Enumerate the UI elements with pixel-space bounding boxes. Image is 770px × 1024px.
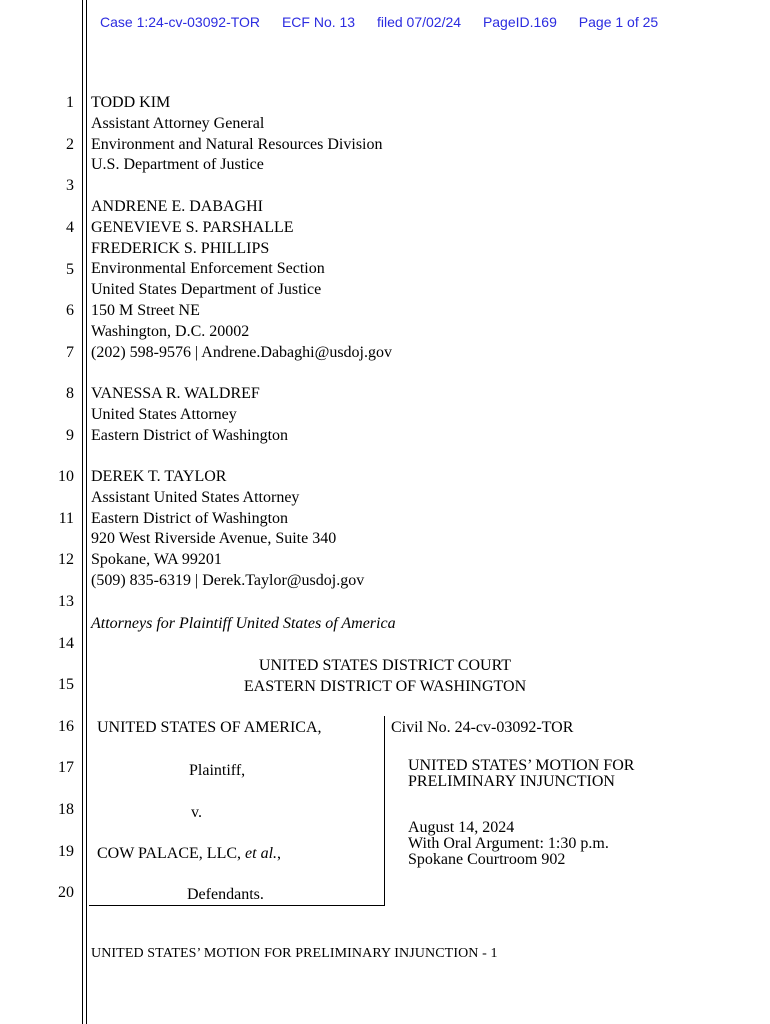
line-number: 9 bbox=[66, 427, 74, 444]
plaintiff-name: UNITED STATES OF AMERICA, bbox=[97, 719, 322, 736]
line-number: 7 bbox=[66, 344, 74, 361]
line-number: 3 bbox=[66, 177, 74, 194]
counsel-line: Eastern District of Washington bbox=[91, 509, 289, 527]
line-number: 4 bbox=[66, 219, 74, 236]
courtroom: Spokane Courtroom 902 bbox=[408, 851, 566, 868]
court-name bbox=[91, 655, 679, 697]
counsel-line: United States Department of Justice bbox=[91, 281, 322, 299]
line-number: 8 bbox=[66, 385, 74, 402]
caption-divider-vertical bbox=[384, 716, 385, 906]
counsel-line: Washington, D.C. 20002 bbox=[91, 322, 250, 340]
versus: v. bbox=[191, 804, 202, 821]
counsel-line: TODD KIM bbox=[91, 94, 171, 111]
line-number: 5 bbox=[66, 261, 74, 278]
motion-title-line2: PRELIMINARY INJUNCTION bbox=[408, 773, 615, 790]
left-margin-rule bbox=[82, 0, 83, 1024]
court-name-line2: EASTERN DISTRICT OF WASHINGTON bbox=[243, 678, 527, 695]
defendant-comma: , bbox=[277, 845, 282, 862]
defendant-name-text: COW PALACE, LLC, bbox=[97, 845, 242, 862]
counsel-line: DEREK T. TAYLOR bbox=[91, 468, 227, 485]
line-number: 13 bbox=[58, 593, 74, 610]
line-number: 10 bbox=[58, 468, 74, 485]
counsel-line: (202) 598-9576 | Andrene.Dabaghi@usdoj.gov bbox=[91, 343, 392, 361]
counsel-line: Environmental Enforcement Section bbox=[91, 260, 325, 278]
defendant-etal: et al. bbox=[245, 845, 278, 862]
counsel-line: Assistant Attorney General bbox=[91, 114, 265, 132]
left-margin-rule-inner bbox=[86, 0, 87, 1024]
counsel-line: Spokane, WA 99201 bbox=[91, 551, 222, 569]
page-id: PageID.169 bbox=[482, 14, 557, 30]
counsel-section-block bbox=[91, 197, 392, 363]
oral-argument: With Oral Argument: 1:30 p.m. bbox=[408, 835, 609, 852]
counsel-line: Assistant United States Attorney bbox=[91, 488, 300, 506]
line-number: 18 bbox=[58, 801, 74, 818]
counsel-doj-block bbox=[91, 93, 383, 176]
line-number: 6 bbox=[66, 302, 74, 319]
case-number: Case 1:24-cv-03092-TOR bbox=[100, 14, 261, 30]
motion-title-line1: UNITED STATES’ MOTION FOR bbox=[408, 757, 635, 774]
counsel-line: U.S. Department of Justice bbox=[91, 156, 264, 174]
line-number: 17 bbox=[58, 759, 74, 776]
line-number: 15 bbox=[58, 676, 74, 693]
counsel-line: ANDRENE E. DABAGHI bbox=[91, 198, 263, 215]
counsel-line: Environment and Natural Resources Division bbox=[91, 135, 383, 153]
counsel-line: GENEVIEVE S. PARSHALLE bbox=[91, 218, 294, 236]
page-count: Page 1 of 25 bbox=[578, 14, 659, 30]
attorneys-for-line: Attorneys for Plaintiff United States of America bbox=[91, 615, 396, 632]
civil-number: Civil No. 24-cv-03092-TOR bbox=[391, 719, 574, 736]
line-number: 20 bbox=[58, 884, 74, 901]
hearing-date: August 14, 2024 bbox=[408, 819, 515, 836]
line-number: 19 bbox=[58, 843, 74, 860]
counsel-line: United States Attorney bbox=[91, 405, 237, 423]
counsel-line: FREDERICK S. PHILLIPS bbox=[91, 239, 270, 257]
defendant-name bbox=[97, 844, 281, 864]
counsel-ausa-block bbox=[91, 467, 364, 592]
counsel-usao-block bbox=[91, 384, 288, 446]
court-name-line1: UNITED STATES DISTRICT COURT bbox=[258, 657, 512, 674]
line-number: 2 bbox=[66, 136, 74, 153]
ecf-number: ECF No. 13 bbox=[281, 14, 356, 30]
counsel-line: (509) 835-6319 | Derek.Taylor@usdoj.gov bbox=[91, 571, 365, 589]
counsel-line: Eastern District of Washington bbox=[91, 426, 289, 444]
filed-date: filed 07/02/24 bbox=[376, 14, 462, 30]
counsel-line: VANESSA R. WALDREF bbox=[91, 385, 260, 402]
counsel-line: 150 M Street NE bbox=[91, 301, 200, 319]
line-number: 11 bbox=[58, 510, 74, 527]
defendant-role: Defendants. bbox=[187, 886, 264, 903]
counsel-line: 920 West Riverside Avenue, Suite 340 bbox=[91, 530, 337, 548]
line-number: 12 bbox=[58, 551, 74, 568]
caption-divider-horizontal bbox=[89, 905, 385, 906]
line-number: 16 bbox=[58, 718, 74, 735]
line-number: 14 bbox=[58, 635, 74, 652]
page-footer: UNITED STATES’ MOTION FOR PRELIMINARY INJUNCTION - 1 bbox=[91, 946, 498, 961]
plaintiff-role: Plaintiff, bbox=[189, 762, 246, 779]
ecf-header bbox=[100, 14, 658, 30]
line-number: 1 bbox=[66, 94, 74, 111]
